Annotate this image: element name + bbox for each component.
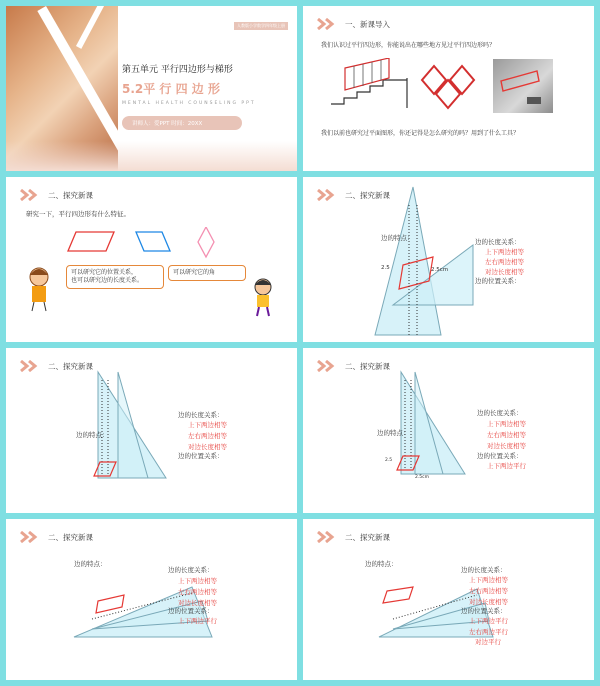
chevron-icon [317,360,339,372]
top-bottom-parallel: 上下两边平行 [178,617,217,625]
slide-explore-2[interactable] [303,177,594,342]
opposite-equal: 对边长度相等 [188,443,227,451]
slide-heading: 二、探究新课 [345,361,390,371]
red-parallelogram [68,232,114,251]
position-relation-label: 边的位置关系： [168,607,214,615]
length-relation-label: 边的长度关系： [475,238,521,246]
chevron-icon [317,189,339,201]
slide-explore-3[interactable] [6,348,297,513]
top-bottom-equal: 上下两边相等 [178,577,217,585]
edge-feature-label: 边的特点： [365,560,398,568]
top-bottom-equal: 上下两边相等 [188,421,227,429]
top-bottom-equal: 上下两边相等 [487,420,526,428]
measurement-label: 2.5cm [415,475,430,480]
opposite-parallel: 对边平行 [475,638,501,646]
chevron-icon [20,360,42,372]
question-2: 我们以前也研究过平面图形，你还记得是怎么研究的吗？用到了什么工具？ [321,130,520,137]
footer-band [6,141,297,171]
callout-left-line2: 也可以研究边的长度关系。 [71,276,144,284]
grade-badge: 人教版小学数学四年级上册 [234,22,288,30]
staircase-railing-image [329,58,409,110]
parking-lot-photo [493,59,553,113]
edge-feature-label: 边的特点： [381,234,414,242]
slide-header [20,189,93,201]
question-1: 我们认识过平行四边形，你能说出在哪些地方见过平行四边形吗？ [321,42,496,49]
opposite-equal: 对边长度相等 [487,442,526,450]
set-square-ruler[interactable] [395,370,475,480]
parallelogram-shapes [66,227,226,259]
slide-header [317,531,390,543]
opposite-equal: 对边长度相等 [485,268,524,276]
slide-heading: 二、探究新课 [48,361,93,371]
top-bottom-equal: 上下两边相等 [469,576,508,584]
slide-intro[interactable] [303,6,594,171]
slide-explore-5[interactable] [6,519,297,680]
left-right-equal: 左右两边相等 [485,258,524,266]
girl-cartoon [22,265,56,313]
edge-feature-label: 边的特点： [377,429,410,437]
left-right-equal: 左右两边相等 [487,431,526,439]
lattice-gate-image [420,64,476,112]
top-bottom-parallel: 上下两边平行 [469,617,508,625]
presenter-info: 讲师人：爱PPT 时间：20XX [122,116,242,130]
slide-title[interactable] [6,6,297,171]
length-relation-label: 边的长度关系： [461,566,507,574]
callout-right: 可以研究它的角 [168,265,246,281]
top-bottom-equal: 上下两边相等 [485,248,524,256]
boy-cartoon [248,277,278,317]
position-relation-label: 边的位置关系： [477,452,523,460]
slide-explore-4[interactable] [303,348,594,513]
callout-left [66,265,164,289]
slide-heading: 二、探究新课 [345,532,390,542]
measurement-label: 2.5 [381,265,390,271]
edge-feature-label: 边的特点： [74,560,107,568]
opposite-equal: 对边长度相等 [469,598,508,606]
opposite-equal: 对边长度相等 [178,599,217,607]
slide-header [20,531,93,543]
left-right-equal: 左右两边相等 [469,587,508,595]
blue-parallelogram [136,232,170,251]
english-caption: MENTAL HEALTH COUNSELING PPT [122,101,256,106]
slide-heading: 一、新课导入 [345,19,390,29]
left-right-equal: 左右两边相等 [188,432,227,440]
slide-header [317,360,390,372]
slide-explore-6[interactable] [303,519,594,680]
chevron-icon [317,531,339,543]
position-relation-label: 边的位置关系： [461,607,507,615]
top-bottom-parallel: 上下两边平行 [487,462,526,470]
position-relation-label: 边的位置关系： [178,452,224,460]
slide-heading: 二、探究新课 [48,532,93,542]
set-square-ruler[interactable] [92,370,172,510]
slide-heading: 二、探究新课 [48,190,93,200]
chevron-icon [20,531,42,543]
slide-subtitle: 5.2平 行 四 边 形 [122,82,220,96]
slide-header [317,18,390,30]
measurement-label: 2.5 [385,458,393,463]
pink-parallelogram [198,227,214,257]
left-right-equal: 左右两边相等 [178,588,217,596]
length-relation-label: 边的长度关系： [168,566,214,574]
research-prompt: 研究一下，平行四边形有什么特征。 [26,210,130,218]
measurement-label: 2.5cm [431,267,449,273]
slide-header [20,360,93,372]
length-relation-label: 边的长度关系： [178,411,224,419]
chevron-icon [317,18,339,30]
edge-feature-label: 边的特点： [76,431,109,439]
left-right-parallel: 左右两边平行 [469,628,508,636]
set-square-ruler[interactable] [373,185,483,341]
slide-explore-1[interactable] [6,177,297,342]
position-relation-label: 边的位置关系： [475,277,521,285]
slide-title-text: 第五单元 平行四边形与梯形 [122,65,233,75]
length-relation-label: 边的长度关系： [477,409,523,417]
chevron-icon [20,189,42,201]
callout-left-line1: 可以研究它的位置关系， [71,269,138,276]
slide-heading: 二、探究新课 [345,190,390,200]
